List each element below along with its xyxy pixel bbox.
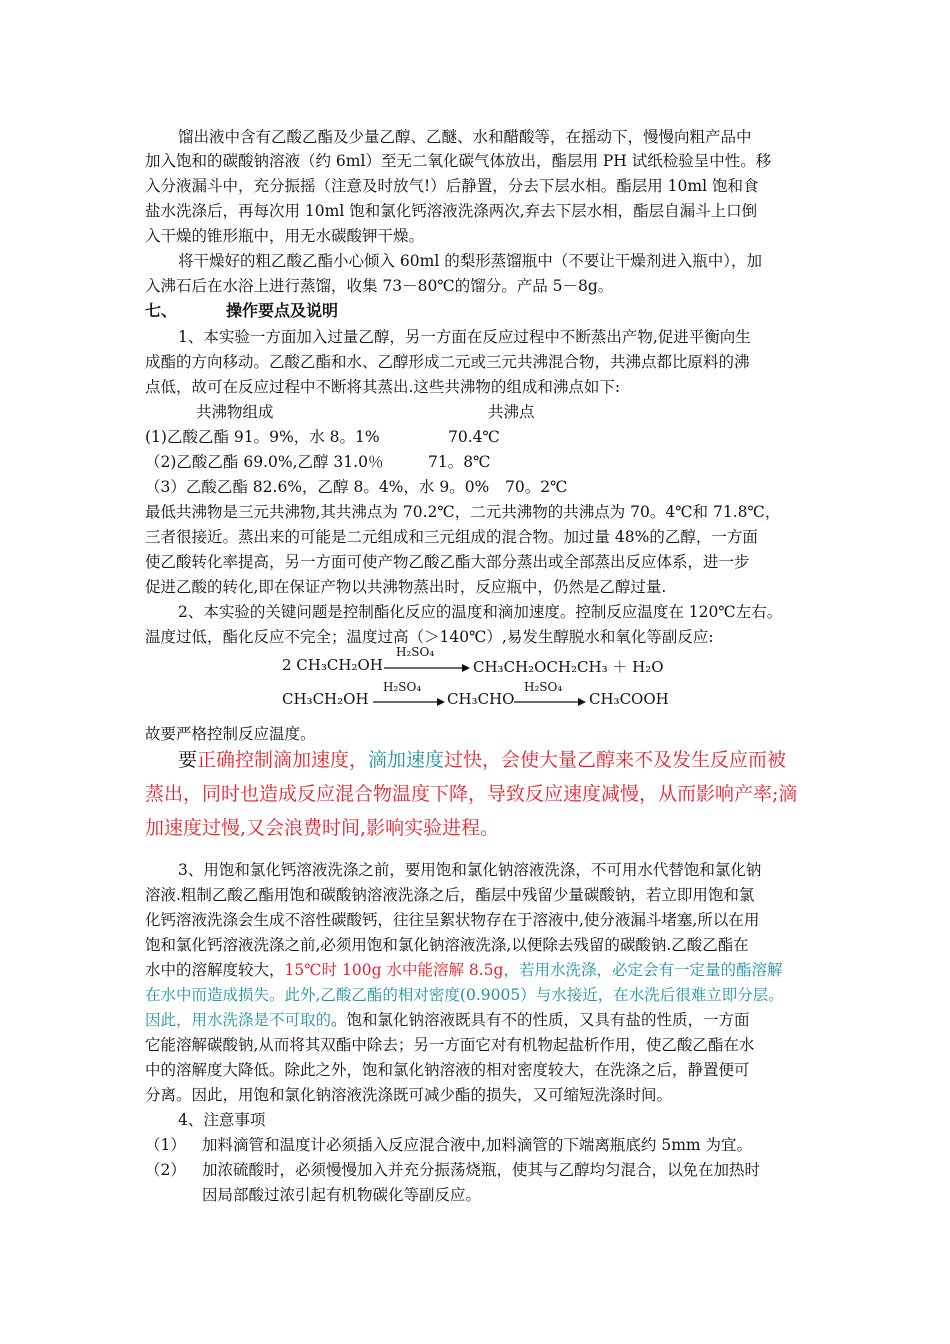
table-header-composition: 共沸物组成 xyxy=(196,403,274,421)
paragraph-line: 入沸石后在水浴上进行蒸馏，收集 73－80℃的馏分。产品 5－8g。 xyxy=(145,277,614,295)
table-row-boiling-point: 70.4℃ xyxy=(448,428,500,446)
paragraph-line: 将干燥好的粗乙酸乙酯小心倾入 60ml 的梨形蒸馏瓶中（不要让干燥剂进入瓶中），加 xyxy=(178,252,762,270)
paragraph-line: 温度过低，酯化反应不完全；温度过高（＞140℃）,易发生醇脱水和氧化等副反应: xyxy=(145,628,714,646)
note-text: 加料滴管和温度计必须插入反应混合液中,加料滴管的下端离瓶底约 5mm 为宜。 xyxy=(202,1136,753,1154)
paragraph-line: 中的溶解度大降低。除此之外，饱和氯化钠溶液的相对密度较大，在洗涤之后，静置便可 xyxy=(145,1061,750,1079)
text-span: 要 xyxy=(178,749,198,771)
table-row-boiling-point: 70。2℃ xyxy=(505,478,568,496)
table-row-boiling-point: 71。8℃ xyxy=(428,453,491,471)
reaction-arrow-icon xyxy=(373,696,445,708)
paragraph-line: 饱和氯化钙溶液洗涤之前,必须用饱和氯化钠溶液洗涤,以便除去残留的碳酸钠.乙酸乙酯在 xyxy=(145,936,749,954)
equation-2-intermediate: CH₃CHO xyxy=(447,690,515,708)
reaction-arrow-icon xyxy=(384,662,470,674)
paragraph-line xyxy=(145,1008,750,1032)
paragraph-line: 在水中而造成损失。此外,乙酸乙酯的相对密度(0.9005）与水接近，在水洗后很难立即分层。 xyxy=(145,986,784,1004)
table-row-composition: (1)乙酸乙酯 91。9%，水 8。1% xyxy=(145,428,380,446)
equation-1-reactant: 2 CH₃CH₂OH xyxy=(282,656,383,674)
teal-text-span: 滴加速度 xyxy=(368,749,445,771)
highlight-line-2: 蒸出，同时也造成反应混合物温度下降，导致反应速度减慢，从而影响产率;滴 xyxy=(145,783,798,805)
paragraph-line: 盐水洗涤后，再每次用 10ml 饱和氯化钙溶液洗涤两次,弃去下层水相，酯层自漏斗上口倒 xyxy=(145,202,758,220)
note-number: （2） xyxy=(145,1161,186,1179)
section-number: 七、 xyxy=(145,301,178,320)
red-text-span: 过快，会使大量乙醇来不及发生反应而被 xyxy=(444,749,787,771)
paragraph-line: 溶液.粗制乙酸乙酯用饱和碳酸钠溶液洗涤之后，酯层中残留少量碳酸钠，若立即用饱和氯 xyxy=(145,886,755,904)
paragraph-line: 最低共沸物是三元共沸物,其共沸点为 70.2℃，二元共沸物的共沸点为 70。4℃和 71.8℃， xyxy=(145,503,781,521)
reaction-arrow-icon xyxy=(514,696,586,708)
paragraph-line: 2、本实验的关键问题是控制酯化反应的温度和滴加速度。控制反应温度在 120℃左右。 xyxy=(178,603,783,621)
note-text: 加浓硫酸时，必须慢慢加入并充分振荡烧瓶，使其与乙醇均匀混合，以免在加热时 xyxy=(202,1161,761,1179)
paragraph-line: 馏出液中含有乙酸乙酯及少量乙醇、乙醚、水和醋酸等，在摇动下，慢慢向粗产品中 xyxy=(178,128,752,146)
paragraph-line: 使乙酸转化率提高，另一方面可使产物乙酸乙酯大部分蒸出或全部蒸出反应体系，进一步 xyxy=(145,553,750,571)
paragraph-line: 促进乙酸的转化,即在保证产物以共沸物蒸出时，反应瓶中，仍然是乙醇过量. xyxy=(145,578,667,596)
table-header-boiling-point: 共沸点 xyxy=(488,403,535,421)
highlight-line-1 xyxy=(178,743,786,777)
red-text-span: 正确控制滴加速度， xyxy=(197,749,369,771)
paragraph-line: 化钙溶液洗涤会生成不溶性碳酸钙，往往呈絮状物存在于溶液中,使分液漏斗堵塞,所以在用 xyxy=(145,911,760,929)
section-title: 操作要点及说明 xyxy=(226,301,339,320)
equation-2-product: CH₃COOH xyxy=(589,690,669,708)
table-row-composition: （3）乙酸乙酯 82.6%，乙醇 8。4%，水 9。0% xyxy=(145,478,490,496)
teal-text-span: 因此，用水洗涤是不可取的 xyxy=(145,1011,332,1029)
text-span: 。饱和氯化钠溶液既具有不的性质，又具有盐的性质，一方面 xyxy=(331,1011,750,1029)
paragraph-line: 入分液漏斗中，充分振摇（注意及时放气!）后静置，分去下层水相。酯层用 10ml 饱和食 xyxy=(145,177,759,195)
equation-2-catalyst-2: H₂SO₄ xyxy=(524,680,563,694)
paragraph-line: 1、本实验一方面加入过量乙醇，另一方面在反应过程中不断蒸出产物,促进平衡向生 xyxy=(178,328,751,346)
note-number: （1） xyxy=(145,1136,186,1154)
equation-1-catalyst: H₂SO₄ xyxy=(396,645,435,659)
item-4-title: 4、注意事项 xyxy=(178,1111,266,1129)
paragraph-line: 成酯的方向移动。乙酸乙酯和水、乙醇形成二元或三元共沸混合物，共沸点都比原料的沸 xyxy=(145,353,750,371)
red-text-span: 15℃时 100g 水中能溶解 8.5g xyxy=(284,961,504,979)
teal-text-span: ，若用水洗涤，必定会有一定量的酯溶解 xyxy=(503,961,783,979)
equation-2-catalyst-1: H₂SO₄ xyxy=(383,680,422,694)
paragraph-line: 三者很接近。蒸出来的可能是二元组成和三元组成的混合物。加过量 48%的乙醇，一方面 xyxy=(145,528,758,546)
paragraph-line: 入干燥的锥形瓶中，用无水碳酸钾干燥。 xyxy=(145,227,425,245)
highlight-line-3: 加速度过慢,又会浪费时间,影响实验进程。 xyxy=(145,817,500,839)
paragraph-line: 加入饱和的碳酸钠溶液（约 6ml）至无二氧化碳气体放出，酯层用 PH 试纸检验呈中性。移 xyxy=(145,152,772,170)
paragraph-line xyxy=(145,958,782,982)
equation-2-reactant: CH₃CH₂OH xyxy=(282,690,369,708)
paragraph-line: 故要严格控制反应温度。 xyxy=(145,725,316,743)
paragraph-line: 点低，故可在反应过程中不断将其蒸出.这些共沸物的组成和沸点如下: xyxy=(145,378,621,396)
paragraph-line: 分离。因此，用饱和氯化钠溶液洗涤既可减少酯的损失，又可缩短洗涤时间。 xyxy=(145,1086,673,1104)
paragraph-line: 它能溶解碳酸钠,从而将其双酯中除去；另一方面它对有机物起盐析作用，使乙酸乙酯在水 xyxy=(145,1036,755,1054)
equation-1-products: CH₃CH₂OCH₂CH₃ ＋ H₂O xyxy=(473,658,664,676)
table-row-composition: （2)乙酸乙酯 69.0%,乙醇 31.0％ xyxy=(145,453,384,471)
text-span: 水中的溶解度较大， xyxy=(145,961,285,979)
note-text: 因局部酸过浓引起有机物碳化等副反应。 xyxy=(202,1186,482,1204)
paragraph-line: 3、用饱和氯化钙溶液洗涤之前，要用饱和氯化钠溶液洗涤，不可用水代替饱和氯化钠 xyxy=(178,861,762,879)
